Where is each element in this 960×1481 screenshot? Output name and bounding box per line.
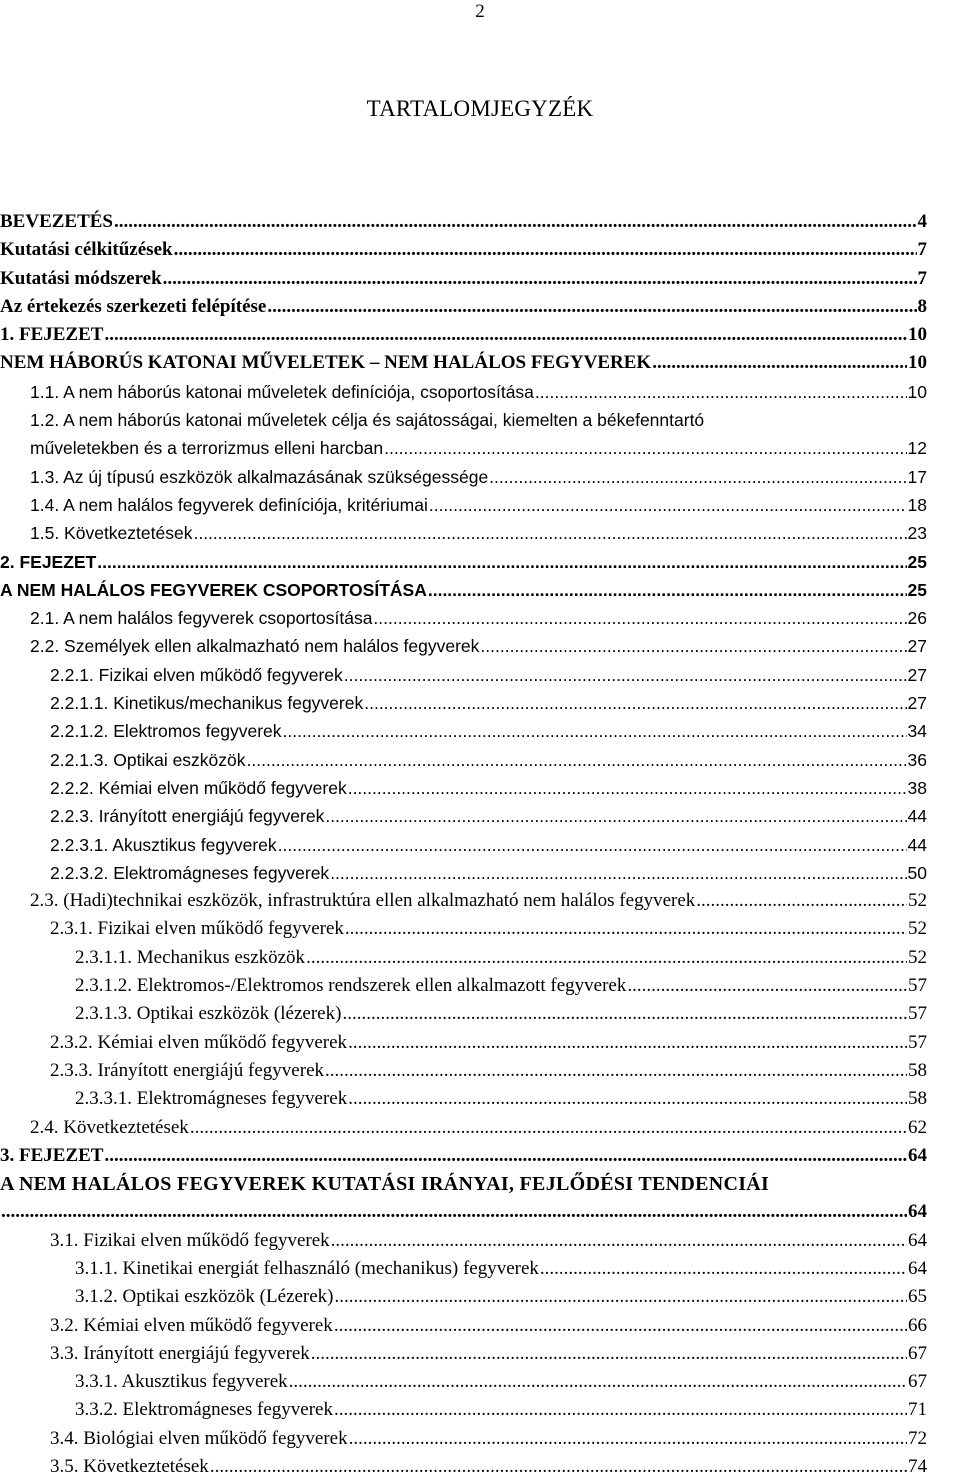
toc-dot-leader <box>114 208 917 236</box>
toc-entry-page: 10 <box>907 381 927 402</box>
toc-entry-label: 2.2.3. Irányított energiájú fegyverek <box>50 806 325 827</box>
toc-entry-label: A NEM HALÁLOS FEGYVEREK KUTATÁSI IRÁNYAI, FEJLŐDÉSI TENDENCIÁI <box>0 1173 770 1196</box>
toc-entry[interactable] <box>0 1425 960 1453</box>
toc-entry-label: 3. FEJEZET <box>0 1144 104 1166</box>
toc-entry-page: 64 <box>908 1257 927 1279</box>
toc-dot-leader <box>429 491 907 519</box>
toc-dot-leader <box>330 859 906 887</box>
toc-dot-leader <box>247 746 907 774</box>
toc-entry[interactable] <box>0 1227 960 1255</box>
toc-entry-label: 2.3.2. Kémiai elven működő fegyverek <box>50 1031 348 1053</box>
toc-entry[interactable] <box>0 944 960 972</box>
toc-entry-page: 74 <box>908 1456 927 1478</box>
toc-entry[interactable] <box>0 859 960 887</box>
toc-entry-page: 10 <box>908 352 927 374</box>
toc-entry[interactable] <box>0 717 960 745</box>
toc-dot-leader <box>325 802 906 830</box>
toc-entry-label: 3.1. Fizikai elven működő fegyverek <box>50 1229 330 1251</box>
toc-entry-label: 3.5. Következtetések <box>50 1456 209 1478</box>
toc-entry-label: 2.1. A nem halálos fegyverek csoportosítása <box>30 608 373 629</box>
toc-dot-leader <box>348 774 907 802</box>
toc-entry-page: 67 <box>908 1371 927 1393</box>
toc-entry[interactable] <box>0 1312 960 1340</box>
toc-dot-leader <box>428 576 907 604</box>
toc-entry[interactable] <box>0 1198 960 1226</box>
toc-entry-label: 2.3.1. Fizikai elven működő fegyverek <box>50 918 344 940</box>
toc-entry-label: 2.3.1.2. Elektromos-/Elektromos rendszerek ellen alkalmazott fegyverek <box>75 975 627 997</box>
toc-dot-leader <box>344 661 907 689</box>
toc-entry-page: 57 <box>908 1003 927 1025</box>
toc-entry[interactable] <box>0 463 960 491</box>
toc-entry[interactable] <box>0 1085 960 1113</box>
toc-entry-page: 62 <box>908 1116 927 1138</box>
toc-entry-page: 52 <box>908 890 927 912</box>
toc-entry-page: 27 <box>907 664 927 685</box>
toc-entry[interactable] <box>0 236 960 264</box>
toc-entry-page: 7 <box>917 239 927 261</box>
toc-dot-leader <box>364 689 906 717</box>
toc-dot-leader <box>696 887 907 915</box>
toc-entry[interactable] <box>0 1255 960 1283</box>
toc-entry-page: 23 <box>907 523 927 544</box>
toc-entry-page: 27 <box>907 636 927 657</box>
toc-entry[interactable] <box>0 378 960 406</box>
toc-dot-leader <box>331 1227 907 1255</box>
toc-entry-page: 57 <box>908 975 927 997</box>
toc-entry-label: 3.3.1. Akusztikus fegyverek <box>75 1371 288 1393</box>
toc-entry-page: 71 <box>908 1399 927 1421</box>
toc-entry-page: 17 <box>907 466 927 487</box>
toc-dot-leader <box>652 349 907 377</box>
toc-entry-page: 7 <box>917 267 927 289</box>
toc-entry-label: A NEM HALÁLOS FEGYVEREK CSOPORTOSÍTÁSA <box>0 579 427 600</box>
toc-entry[interactable] <box>0 491 960 519</box>
toc-dot-leader <box>335 1283 907 1311</box>
toc-dot-leader <box>349 1425 907 1453</box>
toc-entry-page: 36 <box>907 749 927 770</box>
toc-entry[interactable] <box>0 548 960 576</box>
toc-entry-page: 26 <box>907 608 927 629</box>
toc-dot-leader <box>540 1255 907 1283</box>
toc-dot-leader <box>193 519 906 547</box>
toc-entry[interactable] <box>0 632 960 660</box>
toc-dot-leader <box>489 463 906 491</box>
toc-entry[interactable] <box>0 434 960 462</box>
toc-entry[interactable] <box>0 1340 960 1368</box>
toc-dot-leader <box>210 1453 907 1481</box>
toc-entry-label: NEM HÁBORÚS KATONAI MŰVELETEK – NEM HALÁLOS FEGYVEREK <box>0 352 652 374</box>
toc-entry-label: 2.2.1. Fizikai elven működő fegyverek <box>50 664 343 685</box>
toc-dot-leader <box>163 265 917 293</box>
toc-entry[interactable] <box>0 1368 960 1396</box>
toc-entry-page: 38 <box>907 777 927 798</box>
toc-entry-page: 64 <box>908 1144 927 1166</box>
toc-entry[interactable] <box>0 519 960 547</box>
toc-entry-page: 58 <box>908 1059 927 1081</box>
toc-entry[interactable] <box>0 349 960 377</box>
toc-entry-label: Az értekezés szerkezeti felépítése <box>0 295 267 317</box>
toc-dot-leader <box>311 1340 907 1368</box>
toc-entry-label: 1. FEJEZET <box>0 324 104 346</box>
toc-dot-leader <box>306 944 907 972</box>
toc-dot-leader <box>104 1142 907 1170</box>
toc-entry-page: 50 <box>907 862 927 883</box>
toc-entry-page: 44 <box>907 806 927 827</box>
toc-dot-leader <box>384 434 906 462</box>
toc-entry[interactable] <box>0 802 960 830</box>
toc-entry-label: 2.2. Személyek ellen alkalmazható nem halálos fegyverek <box>30 636 480 657</box>
toc-dot-leader <box>373 604 906 632</box>
toc-entry-page: 52 <box>908 918 927 940</box>
toc-dot-leader <box>97 548 906 576</box>
toc-entry[interactable] <box>0 576 960 604</box>
toc-entry-label: 3.1.1. Kinetikai energiát felhasználó (mechanikus) fegyverek <box>75 1257 539 1279</box>
toc-entry-label: 2.3. (Hadi)technikai eszközök, infrastruktúra ellen alkalmazható nem halálos fegyverek <box>30 890 696 912</box>
toc-entry-label: 2. FEJEZET <box>0 551 97 572</box>
toc-entry-label: 3.3.2. Elektromágneses fegyverek <box>75 1399 333 1421</box>
toc-entry[interactable] <box>0 1453 960 1481</box>
toc-entry[interactable] <box>0 1396 960 1424</box>
toc-dot-leader <box>267 293 916 321</box>
toc-entry[interactable] <box>0 915 960 943</box>
toc-entry-page: 44 <box>907 834 927 855</box>
toc-entry-label: 3.2. Kémiai elven működő fegyverek <box>50 1314 333 1336</box>
toc-entry[interactable] <box>0 265 960 293</box>
toc-entry-page: 25 <box>907 579 927 600</box>
toc-dot-leader <box>190 1114 907 1142</box>
table-of-contents <box>0 208 960 1481</box>
toc-entry[interactable] <box>0 746 960 774</box>
toc-entry-page: 66 <box>908 1314 927 1336</box>
toc-entry-label: 2.2.3.1. Akusztikus fegyverek <box>50 834 277 855</box>
toc-entry-label: 2.2.1.3. Optikai eszközök <box>50 749 246 770</box>
toc-entry-label: 2.2.2. Kémiai elven működő fegyverek <box>50 777 347 798</box>
toc-entry-page: 72 <box>908 1427 927 1449</box>
toc-dot-leader <box>345 915 907 943</box>
toc-entry-label: 1.4. A nem halálos fegyverek definíciója, kritériumai <box>30 494 428 515</box>
toc-dot-leader <box>480 632 906 660</box>
toc-dot-leader <box>1 1198 907 1226</box>
toc-entry-page: 34 <box>907 721 927 742</box>
toc-entry[interactable] <box>0 1029 960 1057</box>
toc-entry-page: 25 <box>907 551 927 572</box>
toc-entry-page: 64 <box>908 1229 927 1251</box>
toc-entry[interactable] <box>0 972 960 1000</box>
toc-dot-leader <box>289 1368 907 1396</box>
toc-entry[interactable] <box>0 1057 960 1085</box>
toc-entry-label: 2.3.3.1. Elektromágneses fegyverek <box>75 1088 348 1110</box>
toc-entry-page: 4 <box>917 211 927 232</box>
toc-entry-page: 8 <box>917 295 927 317</box>
toc-dot-leader <box>627 972 907 1000</box>
toc-entry[interactable] <box>0 1170 960 1198</box>
toc-entry-label: 1.5. Következtetések <box>30 523 193 544</box>
toc-dot-leader <box>348 1029 907 1057</box>
toc-dot-leader <box>278 831 907 859</box>
toc-entry-label: 3.1.2. Optikai eszközök (Lézerek) <box>75 1286 334 1308</box>
toc-entry-label: 1.2. A nem háborús katonai műveletek célja és sajátosságai, kiemelten a békefenntartó <box>30 410 705 431</box>
toc-dot-leader <box>334 1396 907 1424</box>
toc-entry-label: 3.4. Biológiai elven működő fegyverek <box>50 1427 348 1449</box>
toc-entry-page: 58 <box>908 1088 927 1110</box>
toc-entry[interactable] <box>0 831 960 859</box>
toc-entry-page: 27 <box>907 693 927 714</box>
toc-dot-leader <box>535 378 907 406</box>
toc-entry[interactable] <box>0 604 960 632</box>
toc-entry[interactable] <box>0 887 960 915</box>
toc-entry-page: 18 <box>907 494 927 515</box>
toc-dot-leader <box>342 1000 907 1028</box>
toc-entry-page: 10 <box>908 324 927 346</box>
toc-entry-label: 1.3. Az új típusú eszközök alkalmazásának szükségessége <box>30 466 489 487</box>
toc-entry[interactable] <box>0 1142 960 1170</box>
toc-entry-label: 2.3.1.3. Optikai eszközök (lézerek) <box>75 1003 342 1025</box>
toc-entry-label: 1.1. A nem háborús katonai műveletek definíciója, csoportosítása <box>30 381 534 402</box>
toc-entry-label: 2.4. Következtetések <box>30 1116 189 1138</box>
toc-entry-page: 67 <box>908 1342 927 1364</box>
toc-entry[interactable] <box>0 293 960 321</box>
toc-entry[interactable] <box>0 1114 960 1142</box>
toc-entry-label: 3.3. Irányított energiájú fegyverek <box>50 1342 310 1364</box>
toc-entry-page: 52 <box>908 946 927 968</box>
toc-entry[interactable] <box>0 406 960 434</box>
toc-entry[interactable] <box>0 321 960 349</box>
toc-entry[interactable] <box>0 1000 960 1028</box>
toc-dot-leader <box>283 717 907 745</box>
toc-entry-label: 2.3.3. Irányított energiájú fegyverek <box>50 1059 324 1081</box>
toc-dot-leader <box>104 321 907 349</box>
toc-entry-label: 2.2.3.2. Elektromágneses fegyverek <box>50 862 330 883</box>
toc-dot-leader <box>348 1085 907 1113</box>
toc-entry[interactable] <box>0 774 960 802</box>
toc-entry[interactable] <box>0 208 960 236</box>
toc-entry[interactable] <box>0 689 960 717</box>
toc-entry-label: Kutatási módszerek <box>0 267 162 289</box>
toc-entry-label: 2.2.1.1. Kinetikus/mechanikus fegyverek <box>50 693 364 714</box>
toc-entry[interactable] <box>0 1283 960 1311</box>
toc-entry-label: 2.2.1.2. Elektromos fegyverek <box>50 721 282 742</box>
toc-entry-page: 65 <box>908 1286 927 1308</box>
toc-entry-label: BEVEZETÉS <box>0 211 113 232</box>
toc-entry-page: 12 <box>907 438 927 459</box>
toc-entry-page: 57 <box>908 1031 927 1053</box>
page-number: 2 <box>475 1 485 22</box>
toc-title: TARTALOMJEGYZÉK <box>366 96 594 121</box>
toc-entry-label: Kutatási célkitűzések <box>0 239 173 261</box>
toc-entry-label: műveletekben és a terrorizmus elleni harcban <box>30 438 384 459</box>
toc-entry-label: 2.3.1.1. Mechanikus eszközök <box>75 946 306 968</box>
toc-entry-page: 64 <box>908 1201 927 1223</box>
toc-entry[interactable] <box>0 661 960 689</box>
toc-dot-leader <box>325 1057 907 1085</box>
toc-dot-leader <box>334 1312 907 1340</box>
toc-dot-leader <box>174 236 917 264</box>
